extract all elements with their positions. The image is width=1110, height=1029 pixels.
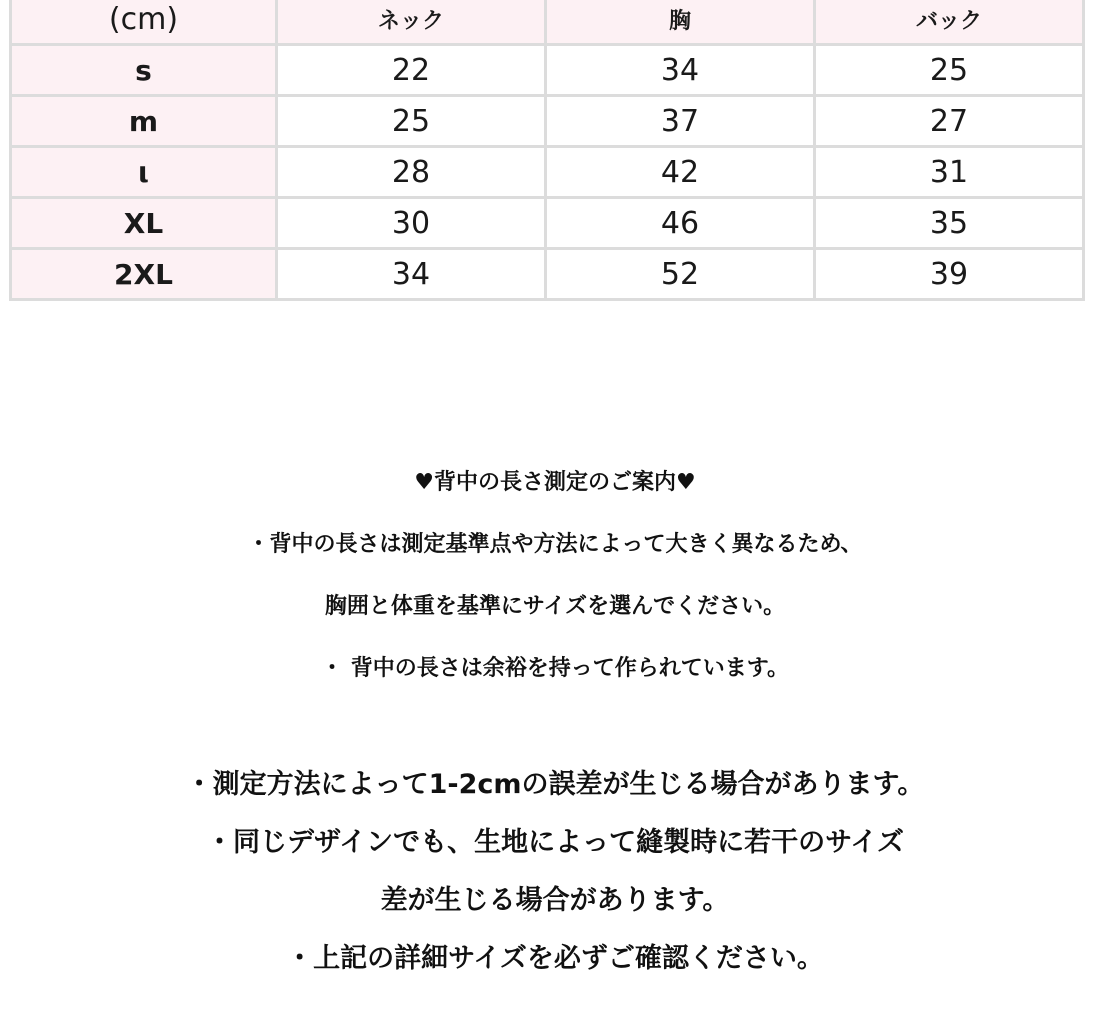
table-row	[11, 249, 1084, 300]
back-value: 27	[815, 96, 1084, 147]
table-header-row	[11, 0, 1084, 45]
note-line: 胸囲と体重を基準にサイズを選んでください。	[324, 594, 786, 619]
neck-value: 28	[277, 147, 546, 198]
table-row	[11, 96, 1084, 147]
note-line: ・同じデザインでも、生地によって縫製時に若干のサイズ	[206, 827, 904, 858]
note-line: ・上記の詳細サイズを必ずご確認ください。	[286, 943, 824, 974]
general-notes	[0, 756, 1110, 988]
note-title: ♥背中の長さ測定のご案内♥	[414, 470, 696, 495]
neck-value: 22	[277, 45, 546, 96]
chest-value: 37	[546, 96, 815, 147]
back-value: 39	[815, 249, 1084, 300]
neck-value: 25	[277, 96, 546, 147]
size-label: ι	[11, 147, 277, 198]
size-label: 2XL	[11, 249, 277, 300]
chest-value: 34	[546, 45, 815, 96]
note-line: ・測定方法によって1-2cmの誤差が生じる場合があります。	[185, 769, 925, 800]
table-row	[11, 147, 1084, 198]
note-line: ・ 背中の長さは余裕を持って作られています。	[321, 656, 789, 681]
back-value: 31	[815, 147, 1084, 198]
chest-value: 52	[546, 249, 815, 300]
note-line: ・背中の長さは測定基準点や方法によって大きく異なるため、	[247, 532, 863, 557]
size-label: m	[11, 96, 277, 147]
note-line: 差が生じる場合があります。	[380, 885, 730, 916]
chest-value: 42	[546, 147, 815, 198]
back-value: 25	[815, 45, 1084, 96]
unit-header: (cm)	[11, 0, 277, 45]
column-header-back: バック	[815, 0, 1084, 45]
column-header-chest: 胸	[546, 0, 815, 45]
table-row	[11, 198, 1084, 249]
neck-value: 30	[277, 198, 546, 249]
table-row	[11, 45, 1084, 96]
column-header-neck: ネック	[277, 0, 546, 45]
size-label: s	[11, 45, 277, 96]
chest-value: 46	[546, 198, 815, 249]
back-length-note	[0, 452, 1110, 700]
neck-value: 34	[277, 249, 546, 300]
size-table	[9, 0, 1085, 301]
back-value: 35	[815, 198, 1084, 249]
size-label: XL	[11, 198, 277, 249]
